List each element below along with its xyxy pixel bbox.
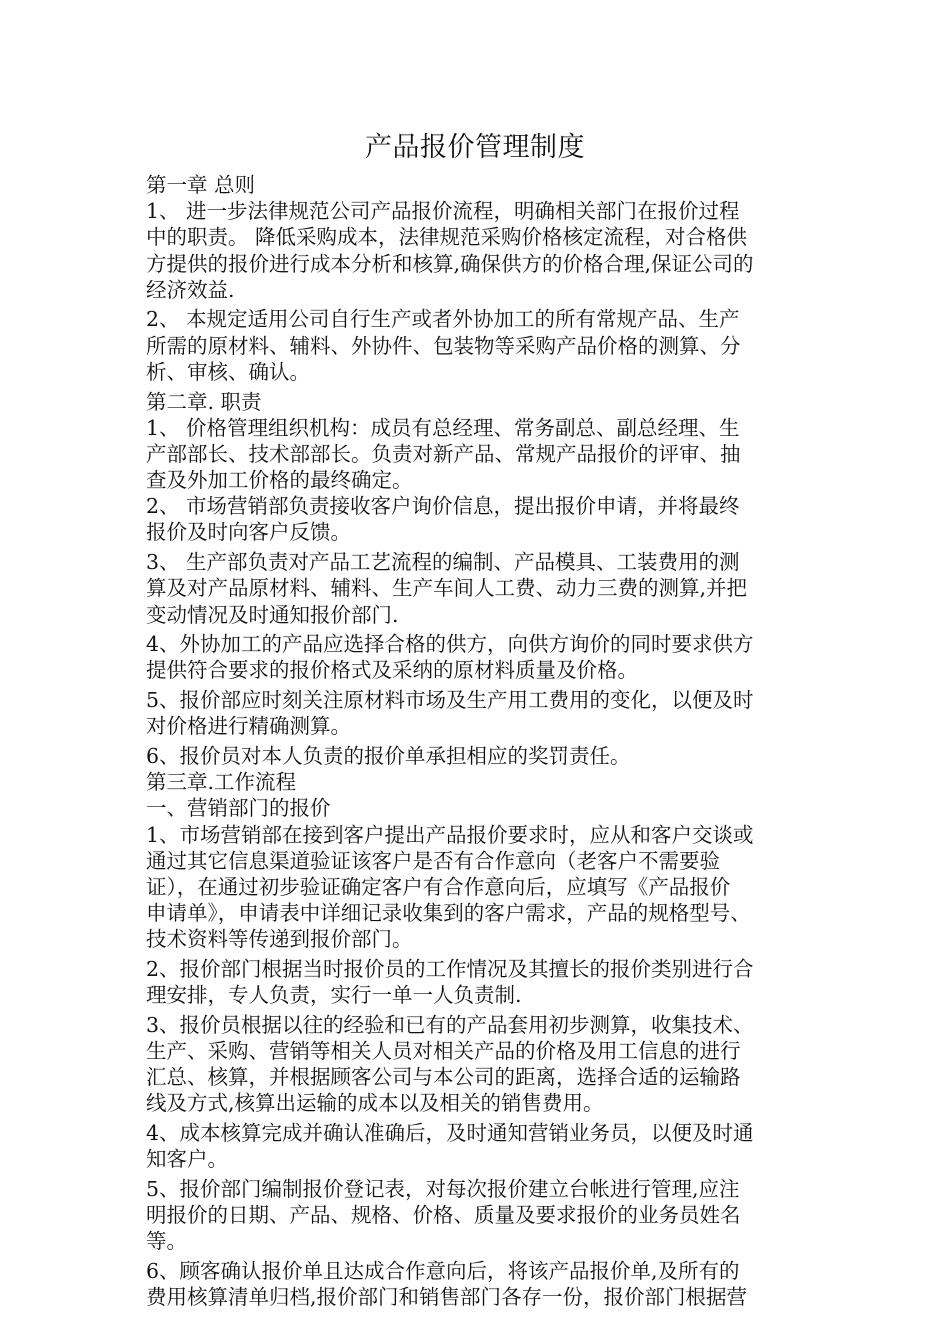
body-line: 等。 bbox=[146, 1229, 187, 1254]
body-line: 5、报价部门编制报价登记表，对每次报价建立台帐进行管理,应注 bbox=[146, 1176, 740, 1201]
body-line: 产部部长、技术部部长。负责对新产品、常规产品报价的评审、抽 bbox=[146, 441, 741, 466]
body-line: 费用核算清单归档,报价部门和销售部门各存一份，报价部门根据营 bbox=[146, 1285, 748, 1310]
body-line: 生产、采购、营销等相关人员对相关产品的价格及用工信息的进行 bbox=[146, 1039, 741, 1063]
body-line: 第三章.工作流程 bbox=[146, 770, 297, 795]
body-line: 申请单》，申请表中详细记录收集到的客户需求，产品的规格型号、 bbox=[146, 901, 751, 926]
body-line: 所需的原材料、辅料、外协件、包装物等采购产品价格的测算、分 bbox=[146, 333, 741, 358]
body-line: 经济效益. bbox=[146, 277, 235, 302]
body-line: 2、 本规定适用公司自行生产或者外协加工的所有常规产品、生产 bbox=[146, 307, 740, 332]
body-line: 1、 进一步法律规范公司产品报价流程，明确相关部门在报价过程 bbox=[146, 199, 740, 224]
body-line: 提供符合要求的报价格式及采纳的原材料质量及价格。 bbox=[146, 658, 638, 683]
body-line: 技术资料等传递到报价部门。 bbox=[146, 927, 413, 952]
body-line: 6、报价员对本人负责的报价单承担相应的奖罚责任。 bbox=[146, 743, 631, 768]
body-line: 明报价的日期、产品、规格、价格、质量及要求报价的业务员姓名 bbox=[146, 1203, 741, 1228]
body-line: 4、成本核算完成并确认准确后，及时通知营销业务员，以便及时通 bbox=[146, 1121, 754, 1146]
body-line: 一、营销部门的报价 bbox=[146, 796, 331, 821]
body-line: 6、顾客确认报价单且达成合作意向后，将该产品报价单,及所有的 bbox=[146, 1259, 740, 1283]
body-line: 1、 价格管理组织机构：成员有总经理、常务副总、副总经理、生 bbox=[146, 415, 740, 440]
body-line: 通过其它信息渠道验证该客户是否有合作意向（老客户不需要验 bbox=[146, 848, 720, 873]
body-line: 变动情况及时通知报价部门. bbox=[146, 602, 399, 627]
body-line: 第一章 总则 bbox=[146, 173, 256, 197]
body-line: 1、市场营销部在接到客户提出产品报价要求时，应从和客户交谈或 bbox=[146, 822, 754, 847]
body-line: 线及方式,核算出运输的成本以及相关的销售费用。 bbox=[146, 1091, 604, 1116]
body-line: 5、报价部应时刻关注原材料市场及生产用工费用的变化，以便及时 bbox=[146, 688, 754, 713]
body-line: 理安排，专人负责，实行一单一人负责制. bbox=[146, 983, 522, 1008]
body-line: 第二章. 职责 bbox=[146, 389, 262, 414]
body-line: 3、报价员根据以往的经验和已有的产品套用初步测算，收集技术、 bbox=[146, 1012, 754, 1037]
body-line: 对价格进行精确测算。 bbox=[146, 714, 351, 739]
body-line: 中的职责。 降低采购成本，法律规范采购价格核定流程，对合格供 bbox=[146, 225, 748, 250]
body-line: 证），在通过初步验证确定客户有合作意向后，应填写《产品报价 bbox=[146, 874, 731, 899]
body-line: 3、 生产部负责对产品工艺流程的编制、产品模具、工装费用的测 bbox=[146, 550, 740, 575]
body-line: 方提供的报价进行成本分析和核算,确保供方的价格合理,保证公司的 bbox=[146, 251, 754, 276]
document-body bbox=[146, 172, 816, 1310]
body-line: 报价及时向客户反馈。 bbox=[146, 520, 351, 545]
body-line: 2、 市场营销部负责接收客户询价信息，提出报价申请，并将最终 bbox=[146, 494, 740, 519]
document-title: 产品报价管理制度 bbox=[365, 132, 585, 163]
body-line: 查及外加工价格的最终确定。 bbox=[146, 468, 413, 493]
body-line: 析、审核、确认。 bbox=[146, 359, 310, 384]
body-line: 4、外协加工的产品应选择合格的供方，向供方询价的同时要求供方 bbox=[146, 632, 754, 657]
body-line: 知客户。 bbox=[146, 1147, 228, 1172]
body-line: 2、报价部门根据当时报价员的工作情况及其擅长的报价类别进行合 bbox=[146, 956, 754, 981]
body-line: 汇总、核算，并根据顾客公司与本公司的距离，选择合适的运输路 bbox=[146, 1065, 741, 1090]
body-line: 算及对产品原材料、辅料、生产车间人工费、动力三费的测算,并把 bbox=[146, 576, 748, 601]
